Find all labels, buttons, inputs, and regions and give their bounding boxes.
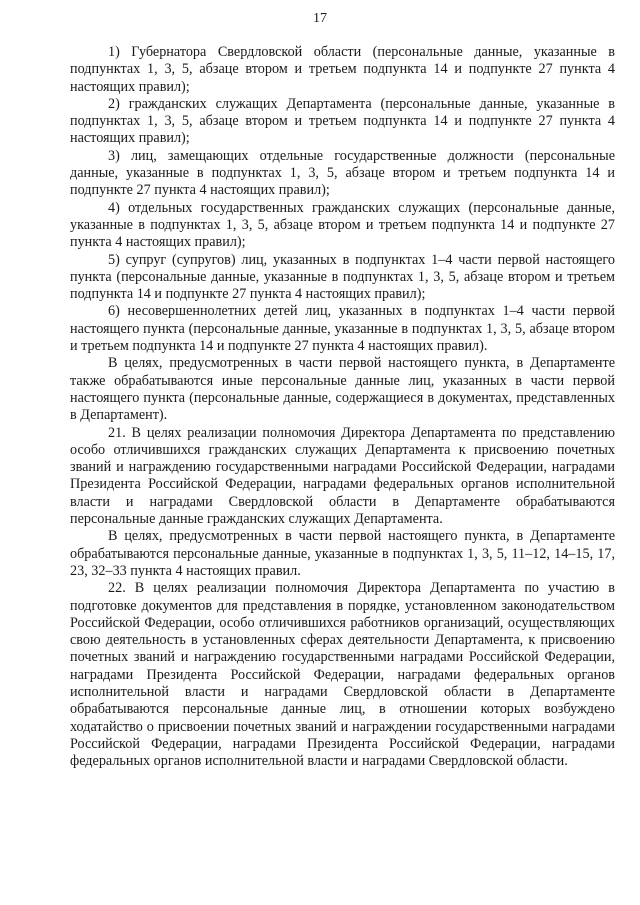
document-body — [70, 44, 615, 770]
paragraph-item-4: 4) отдельных государственных гражданских служащих (персональные данные, указанные в подпунктах 1, 3, 5, абзаце втором и третьем подпункта 14 и подпункте 27 пункта 4 настоящих правил); — [70, 199, 615, 251]
paragraph-clause-22: 22. В целях реализации полномочия Директора Департамента по участию в подготовке документов для представления в порядке, установленном законодательством Российской Федерации, особо отличившихся работников организаций, осуществляющих свою деятельность в установленных сферах деятельности Департамента, к присвоению почетных званий и награждению государственными наградами Российской Федерации, наградами Президента Российской Федерации, наградами федеральных органов исполнительной власти и наградами Свердловской области в Департаменте обрабатываются персональные данные лиц, в отношении которых возбуждено ходатайство о присвоении почетных званий и награждении государственными наградами Российской Федерации, наградами Президента Российской Федерации, наградами федеральных органов исполнительной власти и наградами Свердловской области. — [70, 580, 615, 770]
paragraph-item-5: 5) супруг (супругов) лиц, указанных в подпунктах 1–4 части первой настоящего пункта (персональные данные, указанные в подпунктах 1, 3, 5, абзаце втором и третьем подпункта 14 и подпункте 27 пункта 4 настоящих правил); — [70, 251, 615, 303]
paragraph-item-6: 6) несовершеннолетних детей лиц, указанных в подпунктах 1–4 части первой настоящего пункта (персональные данные, указанные в подпунктах 1, 3, 5, абзаце втором и третьем подпункта 14 и подпункте 27 пункта 4 настоящих правил). — [70, 303, 615, 355]
paragraph-item-1: 1) Губернатора Свердловской области (персональные данные, указанные в подпунктах 1, 3, 5, абзаце втором и третьем подпункта 14 и подпункте 27 пункта 4 настоящих правил); — [70, 44, 615, 95]
page-number: 17 — [313, 11, 327, 26]
paragraph-purpose-2: В целях, предусмотренных в части первой настоящего пункта, в Департаменте обрабатываются персональные данные, указанные в подпунктах 1, 3, 5, 11–12, 14–15, 17, 23, 32–33 пункта 4 настоящих правил. — [70, 528, 615, 579]
paragraph-item-3: 3) лиц, замещающих отдельные государственные должности (персональные данные, указанные в подпунктах 1, 3, 5, абзаце втором и третьем подпункта 14 и подпункте 27 пункта 4 настоящих правил); — [70, 147, 615, 199]
paragraph-clause-21: 21. В целях реализации полномочия Директора Департамента по представлению особо отличившихся гражданских служащих Департамента к присвоению почетных званий и награждению государственными наградами Российской Федерации, наградами Президента Российской Федерации, наградами федеральных органов исполнительной власти и наградами Свердловской области в Департаменте обрабатываются персональные данные гражданских служащих Департамента. — [70, 424, 615, 528]
paragraph-purpose-1: В целях, предусмотренных в части первой настоящего пункта, в Департаменте также обрабатываются иные персональные данные лиц, указанных в части первой настоящего пункта (персональные данные, содержащиеся в документах, представленных в Департамент). — [70, 355, 615, 424]
paragraph-item-2: 2) гражданских служащих Департамента (персональные данные, указанные в подпунктах 1, 3, 5, абзаце втором и третьем подпункта 14 и подпункте 27 пункта 4 настоящих правил); — [70, 95, 615, 147]
